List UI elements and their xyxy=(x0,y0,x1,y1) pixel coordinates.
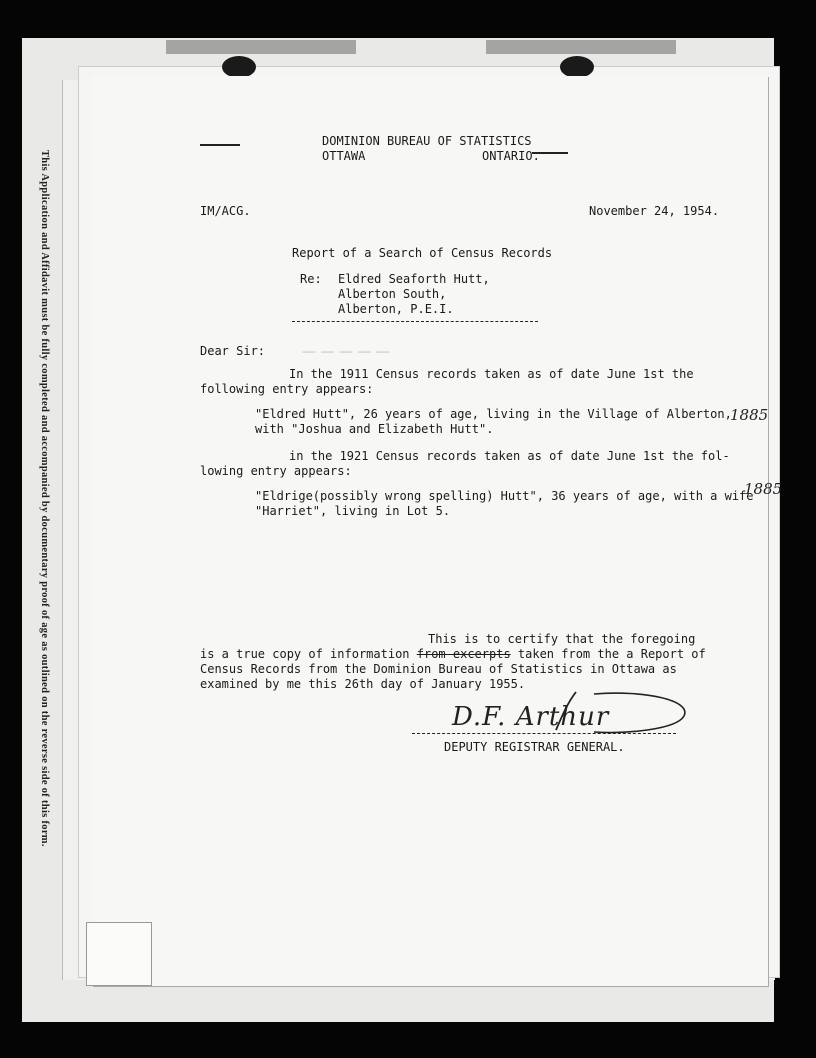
side-note xyxy=(28,150,58,870)
header-rule-left xyxy=(200,144,240,146)
margin-year-2: 1885 xyxy=(744,480,783,498)
re-name: Eldred Seaforth Hutt, xyxy=(338,272,490,286)
letter-date: November 24, 1954. xyxy=(589,204,720,218)
signature: D.F. Arthur xyxy=(452,702,610,732)
entry2-line2: "Harriet", living in Lot 5. xyxy=(255,504,451,518)
re-divider xyxy=(292,321,538,322)
certification-line2-start: is a true copy of information xyxy=(200,647,410,661)
certification-struck-text: from excerpts xyxy=(416,647,511,661)
paragraph2-line2: lowing entry appears: xyxy=(200,464,352,478)
paragraph1-line2: following entry appears: xyxy=(200,382,374,396)
salutation: Dear Sir: xyxy=(200,344,266,358)
paragraph1-line1: In the 1911 Census records taken as of date June 1st the xyxy=(289,367,694,381)
side-note-text: This Application and Affidavit must be fully completed and accompanied by documentary proof of age as outlined on the reverse side of this form. xyxy=(39,150,50,847)
certification-line3: Census Records from the Dominion Bureau of Statistics in Ottawa as xyxy=(200,662,677,676)
header-bureau: DOMINION BUREAU OF STATISTICS xyxy=(322,134,532,148)
header-province: ONTARIO. xyxy=(482,149,540,163)
entry1-line1: "Eldred Hutt", 26 years of age, living in the Village of Alberton, xyxy=(255,407,732,421)
folded-corner xyxy=(86,922,152,986)
punch-hole-right xyxy=(560,56,594,78)
tape-strip-left xyxy=(166,40,356,54)
signature-line xyxy=(412,733,676,734)
entry2-line1: "Eldrige(possibly wrong spelling) Hutt", 36 years of age, with a wife xyxy=(255,489,754,503)
header-city: OTTAWA xyxy=(322,149,366,163)
entry1-line2: with "Joshua and Elizabeth Hutt". xyxy=(255,422,494,436)
signatory-title: DEPUTY REGISTRAR GENERAL. xyxy=(444,740,625,754)
tape-strip-right xyxy=(486,40,676,54)
punch-hole-left xyxy=(222,56,256,78)
margin-year-1: 1885 xyxy=(730,406,769,424)
re-address-1: Alberton South, xyxy=(338,287,447,301)
letter-page xyxy=(92,76,783,986)
certification-line2-end: taken from the a Report of xyxy=(517,647,706,661)
certification-line1: This is to certify that the foregoing xyxy=(428,632,696,646)
bleed-through-marks: — — — — — xyxy=(302,344,390,360)
re-address-2: Alberton, P.E.I. xyxy=(338,302,454,316)
re-label: Re: xyxy=(300,272,322,286)
reference-code: IM/ACG. xyxy=(200,204,251,218)
paragraph2-line1: in the 1921 Census records taken as of date June 1st the fol- xyxy=(289,449,730,463)
certification-line2 xyxy=(200,647,706,661)
header-rule-right xyxy=(532,152,568,154)
certification-line4: examined by me this 26th day of January 1955. xyxy=(200,677,526,691)
letter-subject: Report of a Search of Census Records xyxy=(292,246,553,260)
